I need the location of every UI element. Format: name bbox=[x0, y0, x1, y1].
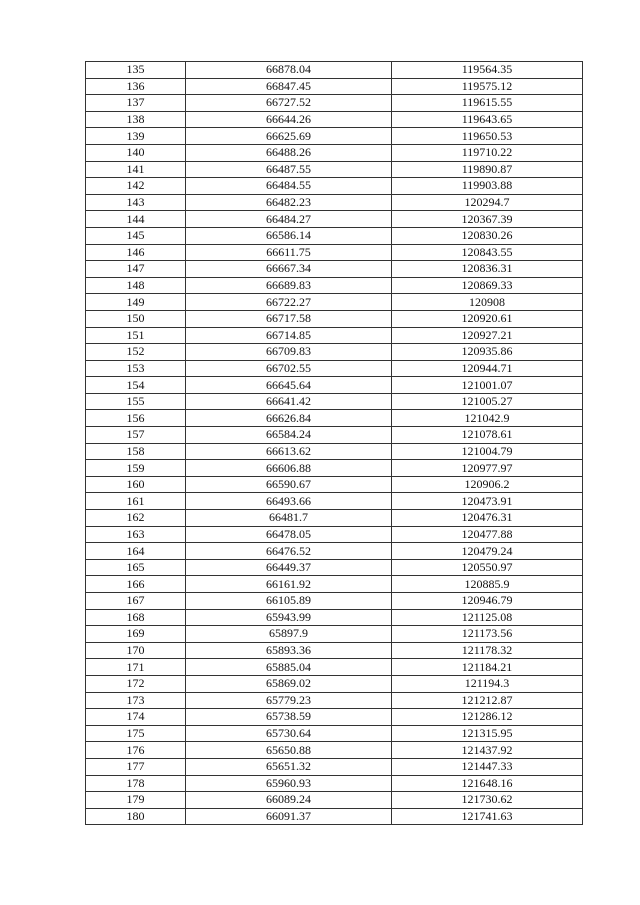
y-coordinate-cell: 121178.32 bbox=[392, 642, 583, 659]
y-coordinate-cell: 121004.79 bbox=[392, 443, 583, 460]
x-coordinate-cell: 66091.37 bbox=[186, 808, 392, 825]
table-row bbox=[86, 725, 583, 742]
y-coordinate-cell: 121741.63 bbox=[392, 808, 583, 825]
point-number-cell: 168 bbox=[86, 609, 186, 626]
point-number-cell: 153 bbox=[86, 360, 186, 377]
point-number-cell: 157 bbox=[86, 427, 186, 444]
table-row bbox=[86, 95, 583, 112]
y-coordinate-cell: 119650.53 bbox=[392, 128, 583, 145]
x-coordinate-cell: 66714.85 bbox=[186, 327, 392, 344]
x-coordinate-cell: 66667.34 bbox=[186, 261, 392, 278]
table-row bbox=[86, 576, 583, 593]
y-coordinate-cell: 120908 bbox=[392, 294, 583, 311]
y-coordinate-cell: 121173.56 bbox=[392, 626, 583, 643]
table-row bbox=[86, 493, 583, 510]
point-number-cell: 149 bbox=[86, 294, 186, 311]
table-row bbox=[86, 211, 583, 228]
x-coordinate-cell: 66590.67 bbox=[186, 476, 392, 493]
table-row bbox=[86, 427, 583, 444]
y-coordinate-cell: 121078.61 bbox=[392, 427, 583, 444]
x-coordinate-cell: 65897.9 bbox=[186, 626, 392, 643]
x-coordinate-cell: 66702.55 bbox=[186, 360, 392, 377]
x-coordinate-cell: 66449.37 bbox=[186, 559, 392, 576]
point-number-cell: 148 bbox=[86, 277, 186, 294]
y-coordinate-cell: 121005.27 bbox=[392, 393, 583, 410]
table-row bbox=[86, 144, 583, 161]
x-coordinate-cell: 65738.59 bbox=[186, 709, 392, 726]
table-row bbox=[86, 692, 583, 709]
x-coordinate-cell: 65869.02 bbox=[186, 675, 392, 692]
point-number-cell: 164 bbox=[86, 543, 186, 560]
y-coordinate-cell: 121447.33 bbox=[392, 758, 583, 775]
table-row bbox=[86, 543, 583, 560]
x-coordinate-cell: 65960.93 bbox=[186, 775, 392, 792]
y-coordinate-cell: 120367.39 bbox=[392, 211, 583, 228]
table-row bbox=[86, 261, 583, 278]
table-row bbox=[86, 675, 583, 692]
point-number-cell: 138 bbox=[86, 111, 186, 128]
table-row bbox=[86, 393, 583, 410]
point-number-cell: 163 bbox=[86, 526, 186, 543]
point-number-cell: 137 bbox=[86, 95, 186, 112]
table-row bbox=[86, 294, 583, 311]
table-row bbox=[86, 327, 583, 344]
table-row bbox=[86, 659, 583, 676]
y-coordinate-cell: 121042.9 bbox=[392, 410, 583, 427]
y-coordinate-cell: 120836.31 bbox=[392, 261, 583, 278]
x-coordinate-cell: 66105.89 bbox=[186, 593, 392, 610]
point-number-cell: 177 bbox=[86, 758, 186, 775]
point-number-cell: 166 bbox=[86, 576, 186, 593]
x-coordinate-cell: 66625.69 bbox=[186, 128, 392, 145]
table-row bbox=[86, 443, 583, 460]
y-coordinate-cell: 120944.71 bbox=[392, 360, 583, 377]
y-coordinate-cell: 120935.86 bbox=[392, 344, 583, 361]
table-row bbox=[86, 593, 583, 610]
y-coordinate-cell: 120843.55 bbox=[392, 244, 583, 261]
point-number-cell: 167 bbox=[86, 593, 186, 610]
y-coordinate-cell: 119643.65 bbox=[392, 111, 583, 128]
point-number-cell: 139 bbox=[86, 128, 186, 145]
x-coordinate-cell: 66847.45 bbox=[186, 78, 392, 95]
y-coordinate-cell: 120477.88 bbox=[392, 526, 583, 543]
point-number-cell: 178 bbox=[86, 775, 186, 792]
y-coordinate-cell: 120830.26 bbox=[392, 227, 583, 244]
x-coordinate-cell: 66493.66 bbox=[186, 493, 392, 510]
table-row bbox=[86, 244, 583, 261]
point-number-cell: 179 bbox=[86, 792, 186, 809]
y-coordinate-cell: 119615.55 bbox=[392, 95, 583, 112]
x-coordinate-cell: 66484.55 bbox=[186, 178, 392, 195]
y-coordinate-cell: 121001.07 bbox=[392, 377, 583, 394]
point-number-cell: 170 bbox=[86, 642, 186, 659]
point-number-cell: 143 bbox=[86, 194, 186, 211]
x-coordinate-cell: 66613.62 bbox=[186, 443, 392, 460]
point-number-cell: 150 bbox=[86, 310, 186, 327]
point-number-cell: 160 bbox=[86, 476, 186, 493]
point-number-cell: 156 bbox=[86, 410, 186, 427]
table-row bbox=[86, 310, 583, 327]
point-number-cell: 146 bbox=[86, 244, 186, 261]
table-row bbox=[86, 344, 583, 361]
x-coordinate-cell: 66626.84 bbox=[186, 410, 392, 427]
table-row bbox=[86, 808, 583, 825]
x-coordinate-cell: 66481.7 bbox=[186, 510, 392, 527]
y-coordinate-cell: 119564.35 bbox=[392, 62, 583, 79]
point-number-cell: 159 bbox=[86, 460, 186, 477]
y-coordinate-cell: 121648.16 bbox=[392, 775, 583, 792]
point-number-cell: 162 bbox=[86, 510, 186, 527]
table-row bbox=[86, 709, 583, 726]
x-coordinate-cell: 65730.64 bbox=[186, 725, 392, 742]
point-number-cell: 175 bbox=[86, 725, 186, 742]
table-row bbox=[86, 642, 583, 659]
table-row bbox=[86, 111, 583, 128]
point-number-cell: 154 bbox=[86, 377, 186, 394]
x-coordinate-cell: 66641.42 bbox=[186, 393, 392, 410]
table-row bbox=[86, 78, 583, 95]
table-row bbox=[86, 62, 583, 79]
y-coordinate-cell: 120294.7 bbox=[392, 194, 583, 211]
x-coordinate-cell: 66484.27 bbox=[186, 211, 392, 228]
table-row bbox=[86, 410, 583, 427]
table-row bbox=[86, 227, 583, 244]
x-coordinate-cell: 66606.88 bbox=[186, 460, 392, 477]
y-coordinate-cell: 120906.2 bbox=[392, 476, 583, 493]
y-coordinate-cell: 121730.62 bbox=[392, 792, 583, 809]
point-number-cell: 141 bbox=[86, 161, 186, 178]
x-coordinate-cell: 66878.04 bbox=[186, 62, 392, 79]
x-coordinate-cell: 66487.55 bbox=[186, 161, 392, 178]
x-coordinate-cell: 65650.88 bbox=[186, 742, 392, 759]
y-coordinate-cell: 121125.08 bbox=[392, 609, 583, 626]
table-row bbox=[86, 609, 583, 626]
x-coordinate-cell: 65779.23 bbox=[186, 692, 392, 709]
y-coordinate-cell: 119903.88 bbox=[392, 178, 583, 195]
table-row bbox=[86, 128, 583, 145]
point-number-cell: 165 bbox=[86, 559, 186, 576]
x-coordinate-cell: 66482.23 bbox=[186, 194, 392, 211]
y-coordinate-cell: 121184.21 bbox=[392, 659, 583, 676]
point-number-cell: 172 bbox=[86, 675, 186, 692]
y-coordinate-cell: 119575.12 bbox=[392, 78, 583, 95]
y-coordinate-cell: 120977.97 bbox=[392, 460, 583, 477]
table-row bbox=[86, 161, 583, 178]
point-number-cell: 145 bbox=[86, 227, 186, 244]
x-coordinate-cell: 66645.64 bbox=[186, 377, 392, 394]
point-number-cell: 158 bbox=[86, 443, 186, 460]
y-coordinate-cell: 121315.95 bbox=[392, 725, 583, 742]
table-row bbox=[86, 775, 583, 792]
point-number-cell: 147 bbox=[86, 261, 186, 278]
x-coordinate-cell: 66584.24 bbox=[186, 427, 392, 444]
point-number-cell: 171 bbox=[86, 659, 186, 676]
point-number-cell: 135 bbox=[86, 62, 186, 79]
y-coordinate-cell: 120927.21 bbox=[392, 327, 583, 344]
x-coordinate-cell: 66717.58 bbox=[186, 310, 392, 327]
x-coordinate-cell: 66722.27 bbox=[186, 294, 392, 311]
x-coordinate-cell: 66709.83 bbox=[186, 344, 392, 361]
table-row bbox=[86, 510, 583, 527]
y-coordinate-cell: 120473.91 bbox=[392, 493, 583, 510]
point-number-cell: 155 bbox=[86, 393, 186, 410]
point-number-cell: 169 bbox=[86, 626, 186, 643]
point-number-cell: 174 bbox=[86, 709, 186, 726]
y-coordinate-cell: 120550.97 bbox=[392, 559, 583, 576]
x-coordinate-cell: 66089.24 bbox=[186, 792, 392, 809]
table-row bbox=[86, 460, 583, 477]
point-number-cell: 173 bbox=[86, 692, 186, 709]
table-row bbox=[86, 626, 583, 643]
coordinate-table-body bbox=[86, 62, 583, 825]
y-coordinate-cell: 120479.24 bbox=[392, 543, 583, 560]
y-coordinate-cell: 121194.3 bbox=[392, 675, 583, 692]
x-coordinate-cell: 66689.83 bbox=[186, 277, 392, 294]
x-coordinate-cell: 65651.32 bbox=[186, 758, 392, 775]
point-number-cell: 152 bbox=[86, 344, 186, 361]
y-coordinate-cell: 121286.12 bbox=[392, 709, 583, 726]
point-number-cell: 136 bbox=[86, 78, 186, 95]
x-coordinate-cell: 66611.75 bbox=[186, 244, 392, 261]
x-coordinate-cell: 65885.04 bbox=[186, 659, 392, 676]
point-number-cell: 161 bbox=[86, 493, 186, 510]
x-coordinate-cell: 65943.99 bbox=[186, 609, 392, 626]
y-coordinate-cell: 120885.9 bbox=[392, 576, 583, 593]
table-row bbox=[86, 742, 583, 759]
x-coordinate-cell: 66644.26 bbox=[186, 111, 392, 128]
point-number-cell: 180 bbox=[86, 808, 186, 825]
point-number-cell: 144 bbox=[86, 211, 186, 228]
y-coordinate-cell: 121437.92 bbox=[392, 742, 583, 759]
table-row bbox=[86, 377, 583, 394]
x-coordinate-cell: 66478.05 bbox=[186, 526, 392, 543]
x-coordinate-cell: 66727.52 bbox=[186, 95, 392, 112]
x-coordinate-cell: 65893.36 bbox=[186, 642, 392, 659]
table-row bbox=[86, 758, 583, 775]
y-coordinate-cell: 120476.31 bbox=[392, 510, 583, 527]
coordinate-table bbox=[85, 61, 583, 825]
y-coordinate-cell: 121212.87 bbox=[392, 692, 583, 709]
y-coordinate-cell: 119890.87 bbox=[392, 161, 583, 178]
x-coordinate-cell: 66586.14 bbox=[186, 227, 392, 244]
point-number-cell: 176 bbox=[86, 742, 186, 759]
table-row bbox=[86, 360, 583, 377]
point-number-cell: 140 bbox=[86, 144, 186, 161]
table-row bbox=[86, 194, 583, 211]
x-coordinate-cell: 66161.92 bbox=[186, 576, 392, 593]
table-row bbox=[86, 559, 583, 576]
table-row bbox=[86, 277, 583, 294]
y-coordinate-cell: 120920.61 bbox=[392, 310, 583, 327]
y-coordinate-cell: 120869.33 bbox=[392, 277, 583, 294]
table-row bbox=[86, 792, 583, 809]
y-coordinate-cell: 120946.79 bbox=[392, 593, 583, 610]
table-row bbox=[86, 526, 583, 543]
x-coordinate-cell: 66488.26 bbox=[186, 144, 392, 161]
table-row bbox=[86, 476, 583, 493]
y-coordinate-cell: 119710.22 bbox=[392, 144, 583, 161]
point-number-cell: 151 bbox=[86, 327, 186, 344]
table-row bbox=[86, 178, 583, 195]
point-number-cell: 142 bbox=[86, 178, 186, 195]
x-coordinate-cell: 66476.52 bbox=[186, 543, 392, 560]
